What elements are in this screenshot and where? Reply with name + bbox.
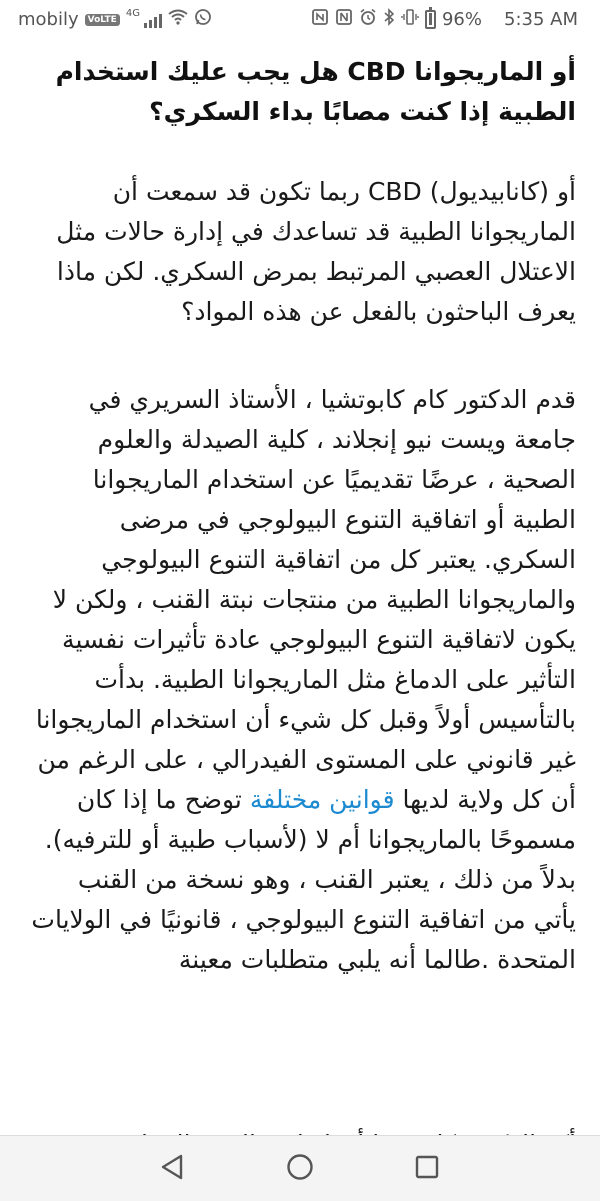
battery-icon xyxy=(425,10,436,29)
wifi-icon xyxy=(168,9,188,30)
bluetooth-icon xyxy=(383,8,395,31)
back-button[interactable] xyxy=(155,1153,189,1185)
square-recents-icon xyxy=(414,1154,440,1184)
home-button[interactable] xyxy=(283,1153,317,1185)
notification-muted-icon xyxy=(311,8,329,31)
paragraph-2-after: توضح ما إذا كان مسموحًا بالماريجوانا أم لا (لأسباب طبية أو للترفيه). بدلاً من ذلك ، يعتبر القنب ، وهو نسخة من القنب يأتي من اتفاقية التنوع البيولوجي ، قانونيًا في الولايات المتحدة .طالما أنه يلبي متطلبات معينة xyxy=(31,785,576,974)
battery-percent: 96% xyxy=(441,9,482,30)
signal-icon xyxy=(144,12,162,28)
circle-home-icon xyxy=(285,1152,315,1186)
status-right xyxy=(311,8,578,31)
recents-button[interactable] xyxy=(410,1153,444,1185)
paragraph-2-text xyxy=(28,380,576,980)
alarm-icon xyxy=(359,8,377,31)
clock: 5:35 AM xyxy=(504,9,578,30)
triangle-back-icon xyxy=(159,1153,185,1185)
status-bar xyxy=(0,0,600,40)
whatsapp-icon xyxy=(194,8,212,31)
volte-badge: VoLTE xyxy=(85,14,120,26)
network-type: 4G xyxy=(125,8,140,19)
navigation-bar xyxy=(0,1135,600,1201)
vibrate-icon xyxy=(401,8,419,31)
nfc-icon xyxy=(335,8,353,31)
paragraph-1-text: أو (كانابيديول) CBD ربما تكون قد سمعت أن الماريجوانا الطبية قد تساعدك في إدارة حالات مثل الاعتلال العصبي المرتبط بمرض السكري. لكن ماذا يعرف الباحثون بالفعل عن هذه المواد؟ xyxy=(56,177,576,326)
carrier-name: mobily xyxy=(18,9,79,30)
paragraph-2-before: قدم الدكتور كام كابوتشيا ، الأستاذ السريري في جامعة ويست نيو إنجلاند ، كلية الصيدلة والعلوم الصحية ، عرضًا تقديميًا عن استخدام الماريجوانا الطبية أو اتفاقية التنوع البيولوجي في مرضى السكري. يعتبر كل من اتفاقية التنوع البيولوجي والماريجوانا الطبية من منتجات نبتة القنب ، ولكن لا يكون لاتفاقية التنوع البيولوجي عادة تأثيرات نفسية التأثير على الدماغ مثل الماريجوانا الطبية. بدأت بالتأسيس أولاً وقبل كل شيء أن استخدام الماريجوانا غير قانوني على المستوى الفيدرالي ، على الرغم من أن كل ولاية لديها xyxy=(35,385,576,814)
article xyxy=(28,52,576,974)
paragraph-1 xyxy=(28,172,576,332)
status-left xyxy=(18,8,212,31)
different-laws-link[interactable]: قوانين مختلفة xyxy=(249,785,395,814)
article-title: أو الماريجوانا CBD هل يجب عليك استخدام الطبية إذا كنت مصابًا بداء السكري؟ xyxy=(55,57,576,126)
paragraph-2 xyxy=(28,380,576,980)
